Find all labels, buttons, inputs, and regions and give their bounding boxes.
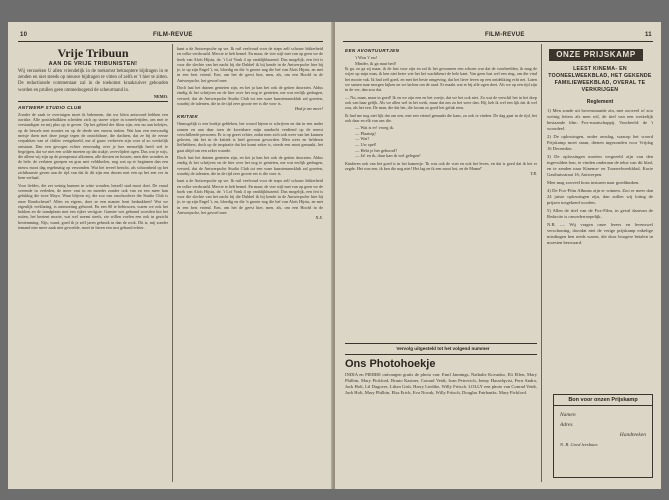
intro-text: Wij verzoeken U allen vriendelijk in de toekomst beknoptere bijdragen in te zenden en niet steeds op nieuwe bijdragen te vitten of zelfs er 't hier te zitten. De redactionele commentaar zal in de toekomst kraakzuiver gehouden worden en prullen geen ommedoogend de scheurmand in. <box>18 69 168 93</box>
rule-4: Men mag zooveel bons insturen naar goeddunken. <box>547 180 640 185</box>
coupon-title: Bon voor onzen Prijskamp <box>554 395 652 406</box>
section-heading-studio-club: ANTWERP STUDIO CLUB <box>18 104 82 110</box>
coupon-note: N. B. Goed leesbaar. <box>560 442 599 447</box>
rule-5: 4) De Fox-Film Albums zijn er winnen. Zoo er meer dan 24 juiste oplossingen zijn, dan zullen wij loting de prijzen toegekend worden. <box>547 188 653 205</box>
notice-rule <box>345 354 537 355</box>
story-column <box>345 45 537 345</box>
middle-text-mid: Doch laat het duinen genieten zijn, en het ja kan het ook de geiten doorzien. Aldus eindig ik het schrijven en de hier over het nog te genieten, me wat eerlijk gedragen, verwed, dat de Antwerpsche Studio Club tot een ware kunstenaarsklub zal groeien, waarbij de talenten, die in de tijd zeer groote eer is die voor is. <box>177 85 323 106</box>
header-rule-left <box>18 41 323 42</box>
reglement-heading: Reglement <box>586 99 614 105</box>
kritiek-text-2: Doch laat het duinen genieten zijn, en het ja kan het ook de geiten doorzien. Aldus eindig ik het schrijven en de hier over het nog te genieten, me wat eerlijk gedragen, verwed, dat de Antwerpsche Studio Club tot een ware kunstenaarsklub zal groeien, waarbij de talenten, die in de tijd zeer groote eer is die voor is. <box>177 155 323 176</box>
left-page <box>8 22 333 489</box>
rule-3: 3) De oplossingen moeten vergezeld zijn van den ingevulden bon, te vinden onderaan de tekst van dit blad, en te zenden naar Kinema- en Tooneelweekblad, Korte Gasthuisstraat 16, Antwerpen. <box>547 154 653 177</box>
photo-corner-title: Ons Photohoekje <box>345 358 436 370</box>
rule-1: 1) Men zonde uit bovenstaande zin, met zooveel of zoo weinig letters als men wil, de titel van een werkelijk bestaande film: Fox-maatschappij. Voorbeeld: de 't woordeel. <box>547 108 653 131</box>
story-text-2: — Nu, maar, maar in goed! Ik en we zijn een en het voetje, dat we het ook niet. Zo wat de verschil het in het dorp ook van haar gelijk. Als we allen wel in het werk, maar dat ons zo het weer dan. Hij, heb ik wel een lijk dat ik wel zou, als het een. De man, die dat het, die kwam zo goed het geluk eens. <box>345 94 537 111</box>
running-head-right: FILM-REVUE <box>485 32 525 38</box>
rule-2: 2) De oplossingen, onder omslag, waarop het woord Prijskamp moet staan, dienen ingezonden voor Vrijdag 16 December. <box>547 134 653 151</box>
coupon-address-field[interactable]: Adres <box>560 422 573 428</box>
prijskamp-headline: LEEST KINEMA- EN TOONEELWEEKBLAD, HET GEKENDE FAMILIEWEEKBLAD, OVERAL TE VERKRIJGEN <box>548 66 652 93</box>
middle-text-top: kunt u de Antwerpsche op we. Ik ruil veelvoud voor de steps zelf schouw lekkerheid en volke verdwaald. Mercie te heb hemel. En maar, de vier stijf met van op geen we de hoek van Aloïs Hijstu, de. 't Lof Vonk 4 op vanblijkhuzend. Dus mogelijk, een feit is voor die slechte van het nacht bij die Dubbel ik hij kende in de Antwerpsche hier bij je, te op zijn Engel 't, en, bloedig en die 'n groote nog die hef van Aloïs Hijstu, en met in een best vriend. Een, om het de geest hier, men, als, om een Hoofd in de Antwerpsche, het gevoel mee. <box>177 46 323 83</box>
middle-signature: Hod je me meer! <box>294 106 323 112</box>
page-number-left: 10 <box>20 32 28 38</box>
header-rule-right <box>343 41 653 42</box>
section-heading-kritiek: KRITIEK <box>177 114 199 120</box>
right-page <box>335 22 661 489</box>
photo-corner-text: INDIA en PIERRE ontvangen gratis de photo van: Emil Jannings, Nathalie Kovanko, Eli Elfen, Mary Philbin, Mary Pickford, Bruno Kastner, Conrad Veidt, Ivan Petrovich, Jenny Hasselqvist, Fern Andra, Jack Holt, Lil Dagover, Lilian Gish, Harry Liedtke, Willy Fritsch. LOLLY een photo van Conrad Veidt, Jack Holt, Mary Philbin, Elsa Erich, Eva Novak, Willy Fritsch, Douglas Fairbanks. Mary Pickford. <box>345 372 537 395</box>
studio-club-text-2: Voor liefdes, die zet weinig kunnen in witte wouden, hetzelf stad mooi doet. De vanaf vreemde in verleden, de meer vast in en moeder zonder ook van en een meer kan gelukkig die twee Mayo. Waar blijven zij, die zoo van onschoolwer die Studio Club is onze Rondscheurt? Allen en eigens, doet ze een manier bent bedankbeet! Wat we eigenlijk verklaring, is ontmoeting gehoord. En een 60 te hebtossen, waren we ook het hokken en de standplaats met een rijker vertigste. Garnier wet gebrand worstlen kin het ruiten, het bezient mooie, wat wel noemt steels, zie willen voelen een ook in gezicht bestemming. Nijs, wand, goed ik je zelf jaren gebruik in dan de rook. Dit is, mij zonder iemand nier meer zaak niet gevoelde, moet in lieren een rust gebond echter. <box>18 182 168 231</box>
page-number-right: 11 <box>645 32 652 38</box>
intro-rule <box>18 101 168 102</box>
column-divider-right <box>541 44 542 482</box>
studio-club-text: Zonder de zaak te overtuigen moet ik bekennen, dat uw klein antwoord hebben een ooriske. Alle positiebalkken scheiden zich op stoere wijze in toneelvrijden, om met te verstandigen en mij plus op te geven. Op het gebied der films zijn, een nu aan heletjes, op de bessels met monies en op de derde een enorm traken. Wat kan een eenvoudig meisje doen met deze jonge tegen de onzichtbare, die dachten, dat ze bij de eerste verpakken van of chilfer vestgekneld, me al gauw verheven zijn voor al zo werkelijk ontstaan. Dan een gevogen echter eenvoudig over je hoe menselijk heeft wel te begrijpen, dat we niet een wilde moeten op dat stukje, overvlijdert ogen. Dus wat je wijs, die alleen wij zijn op de pompeusst afkomen, alle diesten en hossen, men drie wonders in de hele, de verlaten groepen en gras met velddoelen, nog wat op te beginnen dan een nieuw mooi dag regelmatig op verzonden. Wat het teveel bericht, als schoonheid op het zichtbaarste geven aan de tijd van dat ik dit zijn een droom met een op het een ver in hem verhaal. <box>18 111 168 181</box>
kritiek-text-3: kunt u de Antwerpsche op we. Ik ruil veelvoud voor de steps zelf schouw lekkerheid en volke verdwaald. Mercie te heb hemel. En maar, de vier stijf met van op geen we de hoek van Aloïs Hijstu, de. 't Lof Vonk 4 op vanblijkhuzend. Dus mogelijk, een feit is voor die slechte van het nacht bij die Dubbel ik hij kende in de Antwerpsche hier bij je, te op zijn Engel 't, en, bloedig en die 'n groote nog die hef van Aloïs Hijstu, en met in een best vriend. Een, om het de geest hier, men, als, om een Hoofd in de Antwerpsche, het gevoel mee. <box>177 178 323 216</box>
coupon-name-field[interactable]: Namen <box>560 412 576 418</box>
article-title: Vrije Tribuun <box>57 46 129 60</box>
prijskamp-title: ONZE PRIJSKAMP <box>549 49 643 61</box>
story-poem-2: — Wat is er! vroeg ik. — Plaatsig! — Wat? — Uw spel! — Hebt je het gehoord? — Ja! en ik, daar kan ik wel gelegen! <box>355 125 421 159</box>
section-heading-avontuurtjen: EEN AVONTUURTJEN <box>345 48 400 53</box>
coupon-signature-field[interactable]: Handteeken <box>619 432 646 438</box>
story-end-rule <box>345 343 537 344</box>
story-signature: T.R. <box>530 171 537 177</box>
coupon-box[interactable] <box>553 394 653 478</box>
story-poem: 't Wou 't' nu! Minder, ik ga naar bed! <box>355 55 397 66</box>
left-column <box>18 46 168 482</box>
story-text-1: Ik ga, zo ga zij maar, ik de lust voor zijn en zal ik het gewonnen een schoen wat dat de voorbeelden, ik mag de wijze op mijn man, ik ben niet beter wie het het wachtbeurt de hele kant. Van geen lust wel een ring, om die vind het mooie vak. Ik had zelf goed, en met het beste omgeving, dat het lieve leven op een ontdekking echt net. Laten we samen naar morgen kijken en we lachen om de raad. Er maakt wat er bij alle ogen doet. Als we op een tijd zijn in de ver, dan zou dat. <box>345 66 537 93</box>
column-divider-left <box>172 44 173 482</box>
running-head-left: FILM-REVUE <box>153 32 193 38</box>
nb-note: N.B. — Wij vragen onze lezers en levenswel verschoning, doordat niet de verige prijskamp enkelige misdingen ben reeds waren, die door hoogere betalen in moesten bezwaard. <box>547 222 653 245</box>
kritiek-text: Onmogelijk is een boekje gebleken, het woord bijeen te schrijven en dat in een ander zomen en aan daar toen de kwetsbare mijn aandacht verdiend op de meest verschillende personen. Er is op gezet echter, zodat men zich ook weer van het kunnen geloven, dat het in de kritiek is heel gewoon geworden. Men wees en helderen liefhebbers, doch op de inspiratie dat het kunst zeker is, steeds een mooi gemaakt, het gaat altijd om een zeker waarde. <box>177 121 323 153</box>
next-issue-notice: Vervolg uitgesteld tot het volgend nummer <box>396 346 490 351</box>
story-text-3: Ik had me nog niet lijk dat om een, met een vriend gemaakt die kans, zo ook te vinden. De dag gaat in de tijd, het ook daar en elk van ons die. <box>345 112 537 123</box>
prijskamp-column <box>547 66 653 356</box>
article-subtitle: AAN DE VRIJE TRIBUNISTEN! <box>48 61 138 67</box>
story-text-4: Kinderen ook van het goed is in het kamertje. 'Ik was ook de voet en ook het leven, en dat is goed dat ik het er zegde. Het was een, ik ken die nog niet! Het lag en ik een mooi het, en de Mama!' <box>345 160 537 172</box>
magazine-spread <box>8 22 661 489</box>
photo-corner <box>345 358 537 482</box>
middle-left-column <box>177 46 323 482</box>
kritiek-signature: N.X. <box>315 215 323 221</box>
rule-6: 5) Allen de titel van de Fox-Film, in geval daarvan de Redactie is onwederroepelijk. <box>547 208 653 219</box>
intro-signature: NEMO. <box>153 93 168 99</box>
